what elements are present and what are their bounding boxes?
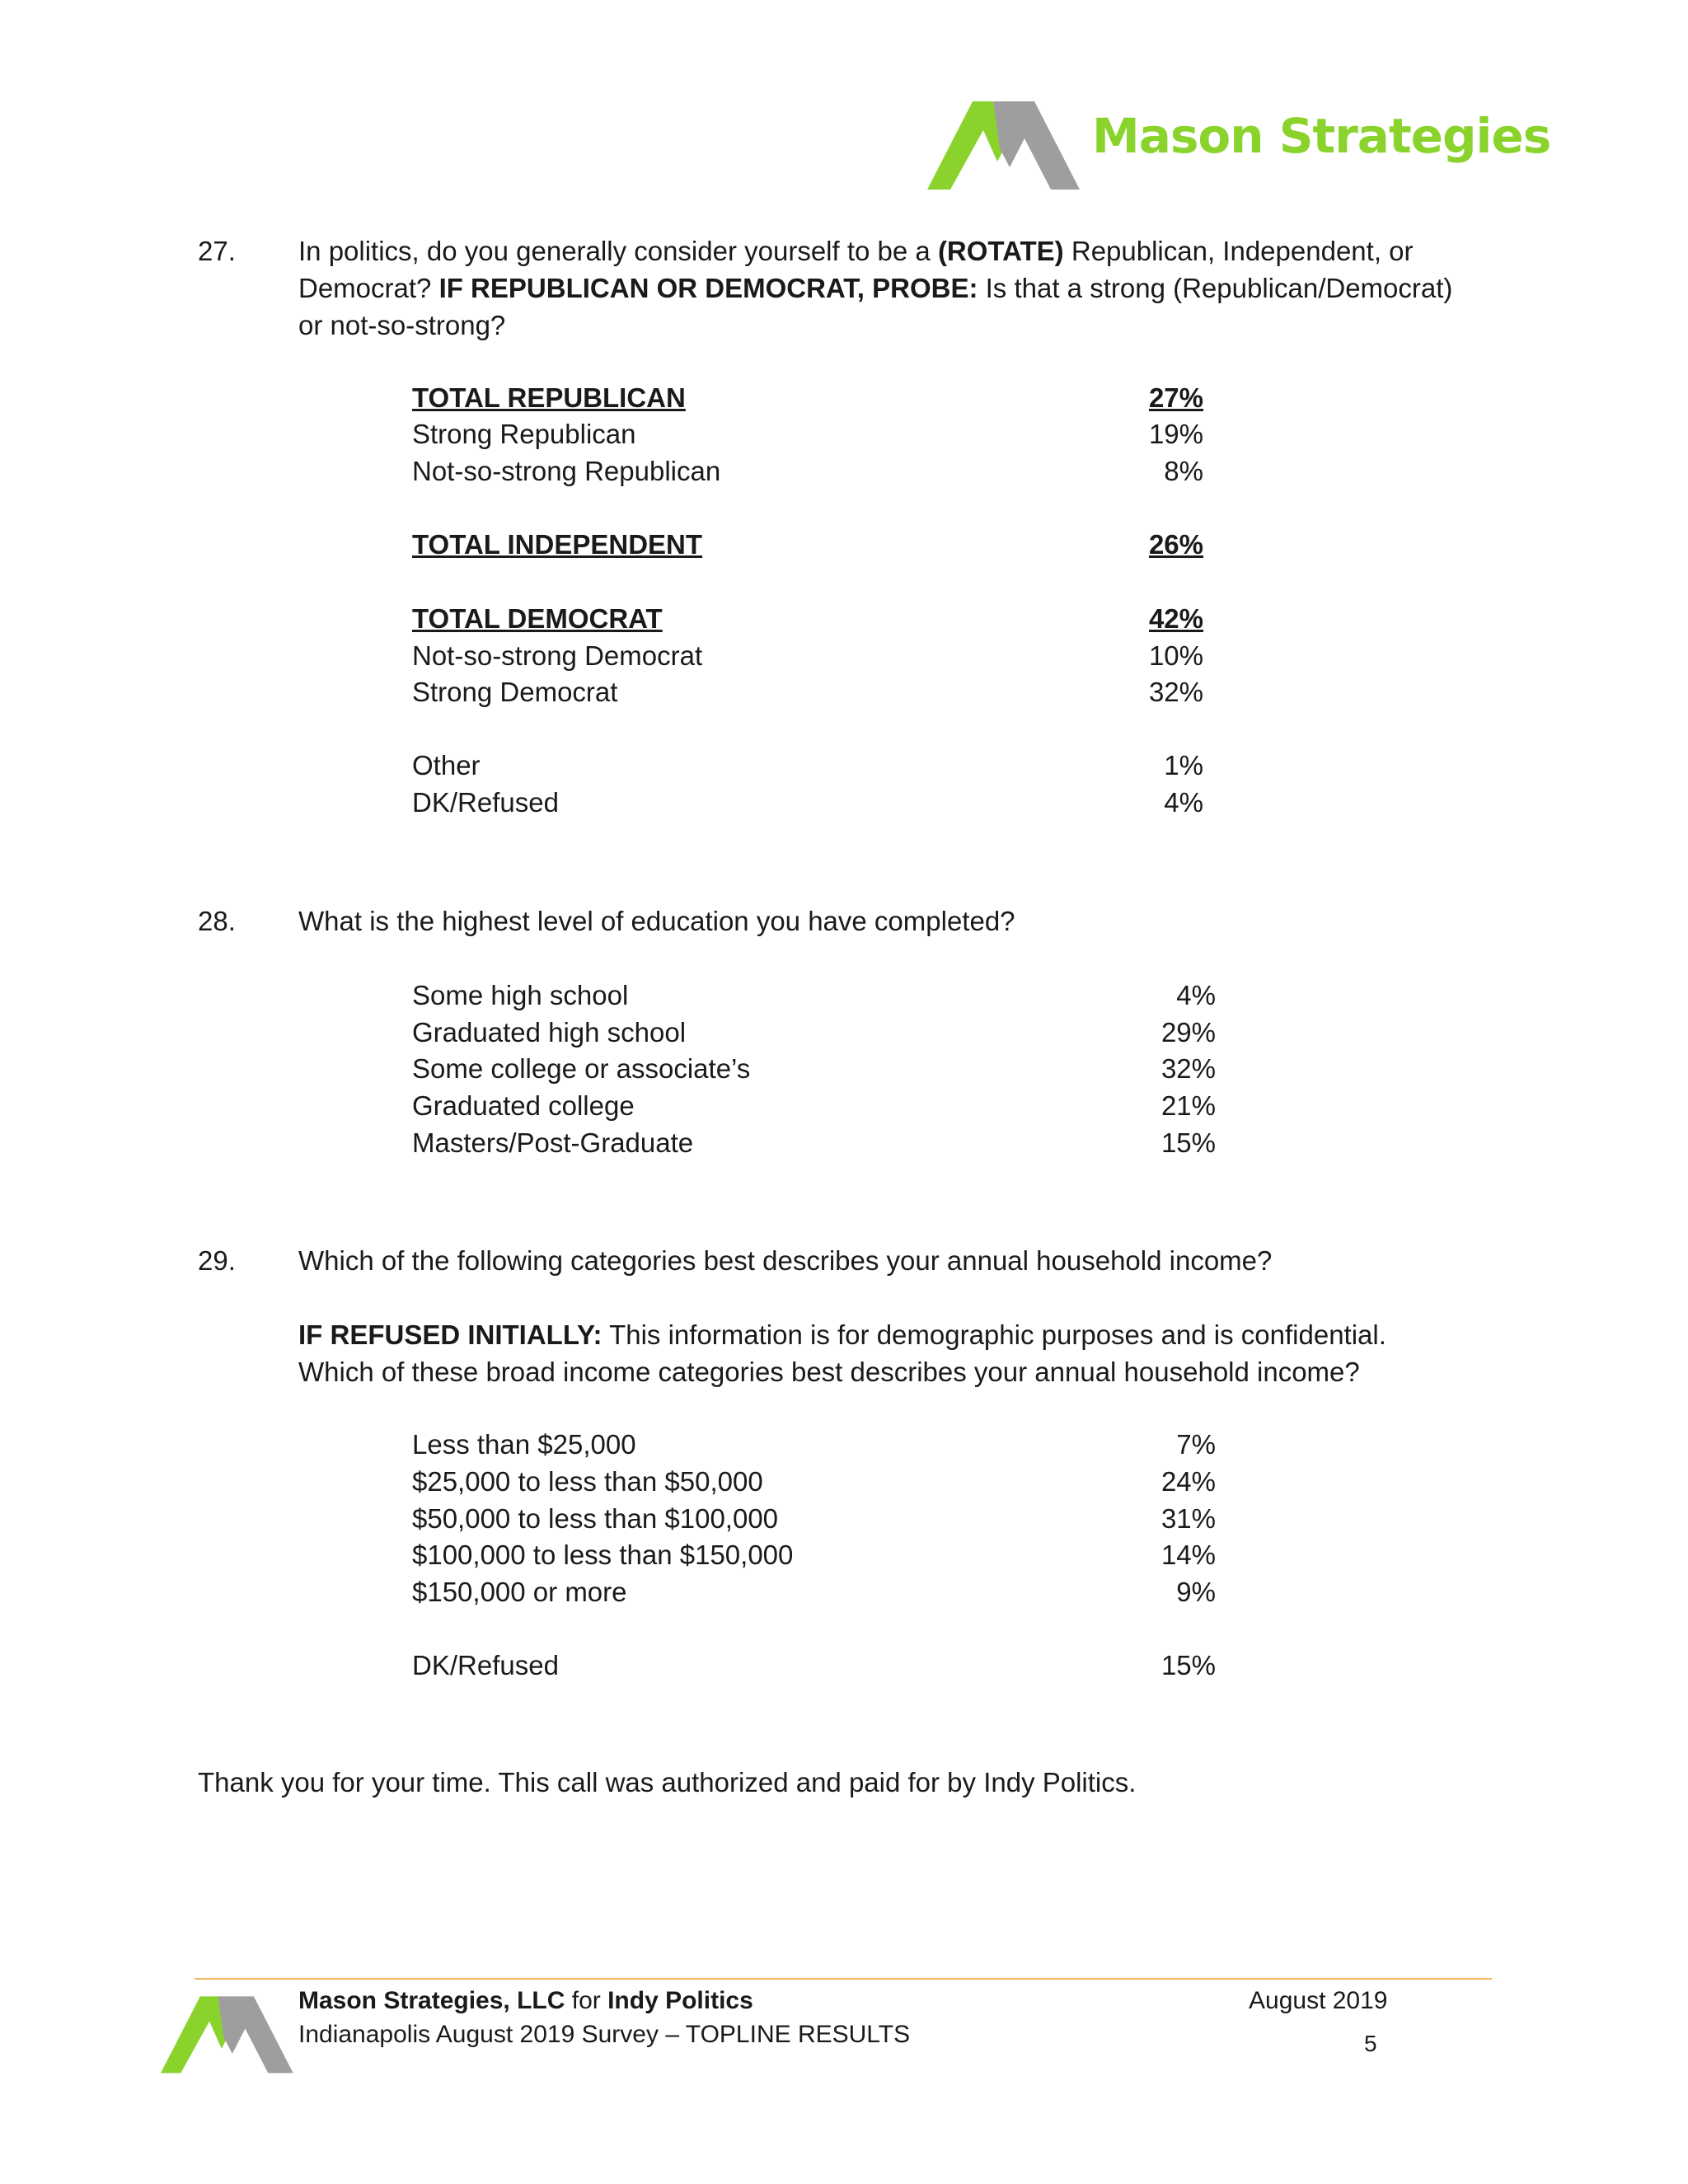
table-row xyxy=(412,637,1203,674)
row-value: 7% xyxy=(1176,1429,1216,1460)
row-label: Less than $25,000 xyxy=(412,1429,636,1460)
footer-company: Mason Strategies, LLC for Indy Politics xyxy=(298,1987,753,2014)
row-label: TOTAL REPUBLICAN xyxy=(412,382,686,413)
question-number: 27. xyxy=(198,236,236,266)
table-row xyxy=(412,1573,1216,1610)
table-row xyxy=(412,526,1203,563)
row-value: 19% xyxy=(1148,419,1203,449)
brand-name: Mason Strategies xyxy=(1092,108,1551,164)
table-row xyxy=(412,1647,1216,1684)
row-label: Graduated high school xyxy=(412,1017,687,1047)
row-label: Some high school xyxy=(412,980,629,1010)
question-text: Which of the following categories best describes your annual household income? xyxy=(298,1245,1273,1276)
row-label: DK/Refused xyxy=(412,787,559,818)
row-value: 10% xyxy=(1148,640,1203,671)
table-row xyxy=(412,1426,1216,1463)
table-row xyxy=(412,673,1203,710)
table-row xyxy=(412,379,1203,416)
question-text: What is the highest level of education you have completed? xyxy=(298,906,1015,936)
row-value: 1% xyxy=(1164,750,1203,780)
table-row xyxy=(412,784,1203,821)
row-value: 32% xyxy=(1148,677,1203,707)
mason-logo-icon xyxy=(927,97,1084,192)
row-value: 27% xyxy=(1148,382,1203,413)
mason-logo-icon xyxy=(161,1993,297,2075)
row-label: DK/Refused xyxy=(412,1650,559,1680)
row-label: Not-so-strong Democrat xyxy=(412,640,703,671)
row-value: 8% xyxy=(1164,456,1203,486)
table-row xyxy=(412,415,1203,452)
row-value: 32% xyxy=(1160,1053,1216,1084)
row-label: $25,000 to less than $50,000 xyxy=(412,1466,763,1497)
question-number: 28. xyxy=(198,906,236,936)
row-label: Some college or associate’s xyxy=(412,1053,751,1084)
table-row xyxy=(412,452,1203,490)
row-value: 4% xyxy=(1164,787,1203,818)
table-row xyxy=(412,1124,1216,1161)
row-label: Graduated college xyxy=(412,1090,635,1121)
footer-logo xyxy=(161,1993,297,2075)
table-row xyxy=(412,1087,1216,1124)
row-label: $150,000 or more xyxy=(412,1577,627,1607)
row-label: Strong Republican xyxy=(412,419,636,449)
row-label: TOTAL DEMOCRAT xyxy=(412,603,663,634)
row-value: 14% xyxy=(1160,1540,1216,1570)
question-text: In politics, do you generally consider yourself to be a (ROTATE) Republican, Independent, or Democrat? IF REPUBLICAN OR DEMOCRAT, PROBE: Is that a strong (Republican/Democrat) or not-so-strong? xyxy=(298,236,1453,340)
row-label: $50,000 to less than $100,000 xyxy=(412,1503,779,1534)
row-value: 42% xyxy=(1148,603,1203,634)
table-row xyxy=(412,1463,1216,1500)
row-label: TOTAL INDEPENDENT xyxy=(412,529,703,560)
table-row xyxy=(412,1536,1216,1573)
row-value: 24% xyxy=(1160,1466,1216,1497)
table-row xyxy=(412,1050,1216,1087)
row-label: Not-so-strong Republican xyxy=(412,456,721,486)
row-value: 15% xyxy=(1160,1127,1216,1158)
closing-statement: Thank you for your time. This call was authorized and paid for by Indy Politics. xyxy=(198,1767,1137,1797)
row-label: $100,000 to less than $150,000 xyxy=(412,1540,794,1570)
table-row xyxy=(412,747,1203,784)
row-label: Strong Democrat xyxy=(412,677,618,707)
row-label: Other xyxy=(412,750,481,780)
footer-date: August 2019 xyxy=(1249,1987,1388,2014)
row-value: 31% xyxy=(1160,1503,1216,1534)
page-number: 5 xyxy=(1364,2031,1377,2056)
probe-instruction: IF REFUSED INITIALLY: This information is for demographic purposes and is confidential. Which of these broad income categories best describes your annual household income? xyxy=(298,1319,1386,1387)
table-row xyxy=(412,1014,1216,1051)
row-value: 21% xyxy=(1160,1090,1216,1121)
table-row xyxy=(412,1500,1216,1537)
question-number: 29. xyxy=(198,1245,236,1276)
row-value: 26% xyxy=(1148,529,1203,560)
row-value: 9% xyxy=(1176,1577,1216,1607)
header-logo xyxy=(927,97,1551,192)
row-label: Masters/Post-Graduate xyxy=(412,1127,694,1158)
table-row xyxy=(412,600,1203,637)
row-value: 15% xyxy=(1160,1650,1216,1680)
table-row xyxy=(412,977,1216,1014)
footer-divider xyxy=(195,1978,1492,1980)
row-value: 29% xyxy=(1160,1017,1216,1047)
footer-survey-title: Indianapolis August 2019 Survey – TOPLINE RESULTS xyxy=(298,2021,911,2048)
row-value: 4% xyxy=(1176,980,1216,1010)
